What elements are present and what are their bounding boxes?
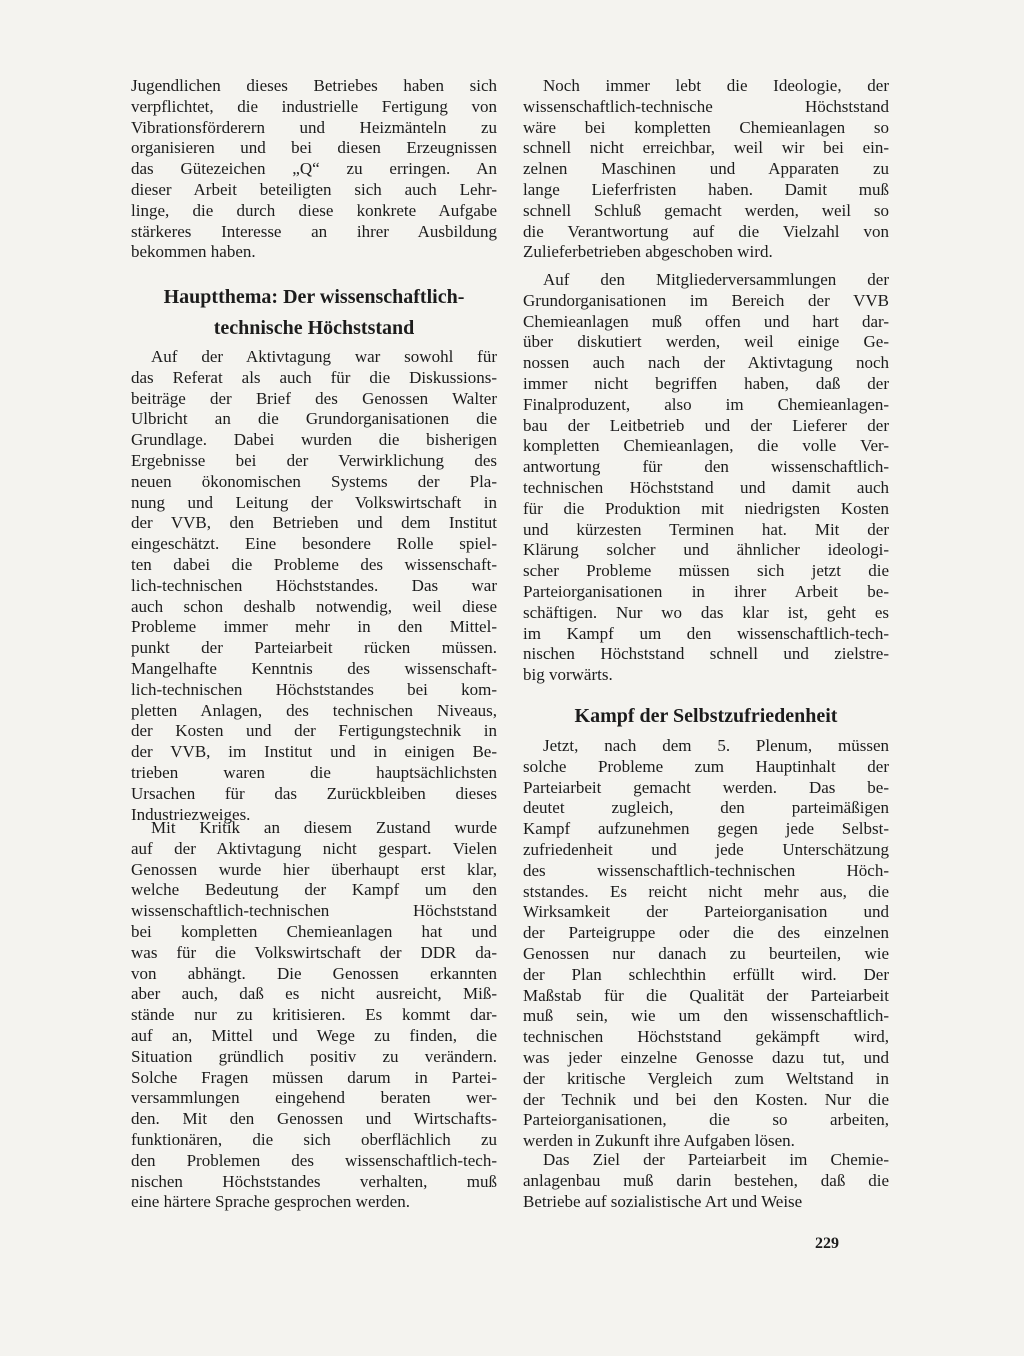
text-line: das Referat als auch für die Diskussions- xyxy=(131,367,497,387)
text-line: von abhängt. Die Genossen erkannten xyxy=(131,963,497,983)
text-line: Mangelhafte Kenntnis des wissenschaft- xyxy=(131,659,497,678)
text-line: zelnen Maschinen und Apparaten zu xyxy=(523,159,889,179)
heading-line: technische Höchststand xyxy=(213,317,415,339)
text-line: Zulieferbetrieben abgeschoben wird. xyxy=(523,242,773,262)
text-line: Das Ziel der Parteiarbeit im Chemie- xyxy=(543,1150,889,1169)
text-line: der Technik und bei den Kosten. Nur die xyxy=(523,1089,889,1109)
text-line: muß sein, wie um den wissenschaftlich- xyxy=(523,1006,889,1026)
text-line: nischen Höchststand schnell und zielstre- xyxy=(523,644,889,664)
text-line: Parteiorganisationen, die so arbeiten, xyxy=(523,1110,889,1130)
text-line: des wissenschaftlich-technischen Höch- xyxy=(523,860,889,880)
text-line: nung und Leitung der Volkswirtschaft in xyxy=(131,492,497,512)
text-line: technischen Höchststand gekämpft wird, xyxy=(523,1027,889,1047)
text-line: der Parteigruppe oder die des einzelnen xyxy=(523,923,889,943)
text-line: schnell nicht erreichbar, weil wir bei ein- xyxy=(523,138,889,158)
text-line: Parteiarbeit gemacht werden. Das be- xyxy=(523,777,889,797)
text-line: Auf der Aktivtagung war sowohl für xyxy=(151,347,497,366)
text-line: trieben waren die hauptsächlichsten xyxy=(131,763,497,782)
text-line: der Plan schlechthin erfüllt wird. Der xyxy=(523,964,889,984)
text-line: zufriedenheit und jede Unterschätzung xyxy=(523,840,889,859)
text-line: Auf den Mitgliederversammlungen der xyxy=(543,270,889,289)
text-line: dieser Arbeit beteiligten sich auch Lehr- xyxy=(131,180,497,199)
text-line: lich-technischen Höchststandes bei kom- xyxy=(131,679,497,699)
text-line: welche Bedeutung der Kampf um den xyxy=(131,880,497,900)
text-line: verpflichtet, die industrielle Fertigung von xyxy=(131,96,497,116)
text-line: immer nicht begriffen haben, daß der xyxy=(523,374,889,393)
text-line: eine härtere Sprache gesprochen werden. xyxy=(131,1192,410,1212)
text-line: stände nur zu kritisieren. Es kommt dar- xyxy=(131,1005,497,1025)
text-line: Betriebe auf sozialistische Art und Weise xyxy=(523,1191,803,1211)
text-line: was für die Volkswirtschaft der DDR da- xyxy=(131,942,497,962)
text-line: big vorwärts. xyxy=(523,665,613,685)
text-line: auf an, Mittel und Wege zu finden, die xyxy=(131,1026,497,1045)
text-line: deutet zugleich, den parteimäßigen xyxy=(523,798,889,818)
text-line: den Problemen des wissenschaftlich-tech- xyxy=(131,1150,497,1170)
text-line: der VVB, den Betrieben und dem Institut xyxy=(131,513,497,533)
text-line: Wirksamkeit der Parteiorganisation und xyxy=(523,902,889,922)
text-line: über diskutiert werden, weil einige Ge- xyxy=(523,332,889,352)
text-line: wäre bei kompletten Chemieanlagen so xyxy=(523,117,889,137)
text-line: technischen Höchststand und damit auch xyxy=(523,478,889,497)
text-line: beiträge der Brief des Genossen Walter xyxy=(131,388,497,408)
text-line: Grundlage. Dabei wurden die bisherigen xyxy=(131,430,497,450)
text-line: die Verantwortung auf die Vielzahl von xyxy=(523,221,889,241)
text-line: antwortung für den wissenschaftlich- xyxy=(523,457,889,477)
page-number: 229 xyxy=(815,1235,839,1252)
text-line: kompletten Chemieanlagen, die volle Ver- xyxy=(523,436,889,456)
text-line: pletten Anlagen, des technischen Niveaus, xyxy=(131,700,497,720)
text-line: bekommen haben. xyxy=(131,242,256,262)
heading-line: Hauptthema: Der wissenschaftlich- xyxy=(163,286,465,308)
text-line: auf der Aktivtagung nicht gespart. Vielen xyxy=(131,838,497,858)
text-line: funktionären, die sich oberflächlich zu xyxy=(131,1130,497,1149)
text-line: und kürzesten Terminen hat. Mit der xyxy=(523,519,889,539)
heading-line: Kampf der Selbstzufriedenheit xyxy=(574,705,838,727)
text-line: neuen ökonomischen Systems der Pla- xyxy=(131,471,497,491)
text-line: Vibrationsförderern und Heizmänteln zu xyxy=(131,117,497,137)
text-line: lange Lieferfristen haben. Damit muß xyxy=(523,180,889,199)
text-line: Ulbricht an die Grundorganisationen die xyxy=(131,409,497,429)
text-line: Chemieanlagen muß offen und hart dar- xyxy=(523,311,889,331)
text-line: Kampf aufzunehmen gegen jede Selbst- xyxy=(523,819,889,839)
text-line: Genossen wurde hier überhaupt erst klar, xyxy=(131,859,497,879)
text-line: Mit Kritik an diesem Zustand wurde xyxy=(151,818,497,837)
text-line: wissenschaftlich-technische Höchststand xyxy=(523,96,889,116)
text-line: der kritische Vergleich zum Weltstand in xyxy=(523,1068,889,1088)
text-line: Ursachen für das Zurückbleiben dieses xyxy=(131,783,497,803)
text-line: Parteiorganisationen in ihrer Arbeit be- xyxy=(523,582,889,601)
text-line: eingeschätzt. Eine besondere Rolle spiel- xyxy=(131,534,497,554)
text-line: Grundorganisationen im Bereich der VVB xyxy=(523,290,889,310)
text-line: werden in Zukunft ihre Aufgaben lösen. xyxy=(523,1131,795,1151)
text-line: im Kampf um den wissenschaftlich-tech- xyxy=(523,623,889,643)
text-line: organisieren und bei diesen Erzeugnissen xyxy=(131,138,497,158)
text-line: Jetzt, nach dem 5. Plenum, müssen xyxy=(543,736,889,755)
text-line: bau der Leitbetrieb und der Lieferer der xyxy=(523,415,889,435)
text-line: das Gütezeichen „Q“ zu erringen. An xyxy=(131,159,497,179)
text-line: der Kosten und der Fertigungstechnik in xyxy=(131,721,497,741)
text-line: nischen Höchststandes verhalten, muß xyxy=(131,1171,497,1191)
text-line: scher Probleme müssen sich jetzt die xyxy=(523,561,889,581)
text-line: Noch immer lebt die Ideologie, der xyxy=(543,76,889,95)
text-line: Ergebnisse bei der Verwirklichung des xyxy=(131,451,497,470)
text-line: ststandes. Es reicht nicht mehr aus, die xyxy=(523,881,889,901)
text-line: schäftigen. Nur wo das klar ist, geht es xyxy=(523,602,889,622)
text-line: linge, die durch diese konkrete Aufgabe xyxy=(131,200,497,220)
text-line: Jugendlichen dieses Betriebes haben sich xyxy=(131,76,497,95)
text-line: Solche Fragen müssen darum in Partei- xyxy=(131,1067,497,1087)
text-line: solche Probleme zum Hauptinhalt der xyxy=(523,756,889,776)
text-line: Probleme immer mehr in den Mittel- xyxy=(131,617,497,637)
text-line: den. Mit den Genossen und Wirtschafts- xyxy=(131,1109,497,1129)
text-line: wissenschaftlich-technischen Höchststand xyxy=(131,901,497,921)
text-line: Maßstab für die Qualität der Parteiarbeit xyxy=(523,985,889,1005)
text-line: Finalproduzent, also im Chemieanlagen- xyxy=(523,394,889,414)
text-line: lich-technischen Höchststandes. Das war xyxy=(131,575,497,595)
text-line: ten dabei die Probleme des wissenschaft- xyxy=(131,555,497,574)
text-line: bei kompletten Chemieanlagen hat und xyxy=(131,922,497,941)
text-line: was jeder einzelne Genosse dazu tut, und xyxy=(523,1048,889,1067)
text-line: punkt der Parteiarbeit rücken müssen. xyxy=(131,638,497,658)
text-line: der VVB, im Institut und in einigen Be- xyxy=(131,742,497,762)
text-line: schnell Schluß gemacht werden, weil so xyxy=(523,200,889,220)
text-line: Industriezweiges. xyxy=(131,804,251,824)
text-line: Genossen nur danach zu beurteilen, wie xyxy=(523,944,889,963)
text-line: nossen auch nach der Aktivtagung noch xyxy=(523,353,889,373)
text-line: Situation gründlich positiv zu verändern. xyxy=(131,1046,497,1066)
text-line: für die Produktion mit niedrigsten Kosten xyxy=(523,498,889,518)
text-line: aber auch, daß es nicht ausreicht, Miß- xyxy=(131,984,497,1004)
text-line: anlagenbau muß darin bestehen, daß die xyxy=(523,1170,889,1190)
text-line: auch schon deshalb notwendig, weil diese xyxy=(131,596,497,616)
text-line: stärkeres Interesse an ihrer Ausbildung xyxy=(131,221,497,241)
text-line: Klärung solcher und ähnlicher ideologi- xyxy=(523,540,889,560)
text-line: versammlungen eingehend beraten wer- xyxy=(131,1088,497,1108)
